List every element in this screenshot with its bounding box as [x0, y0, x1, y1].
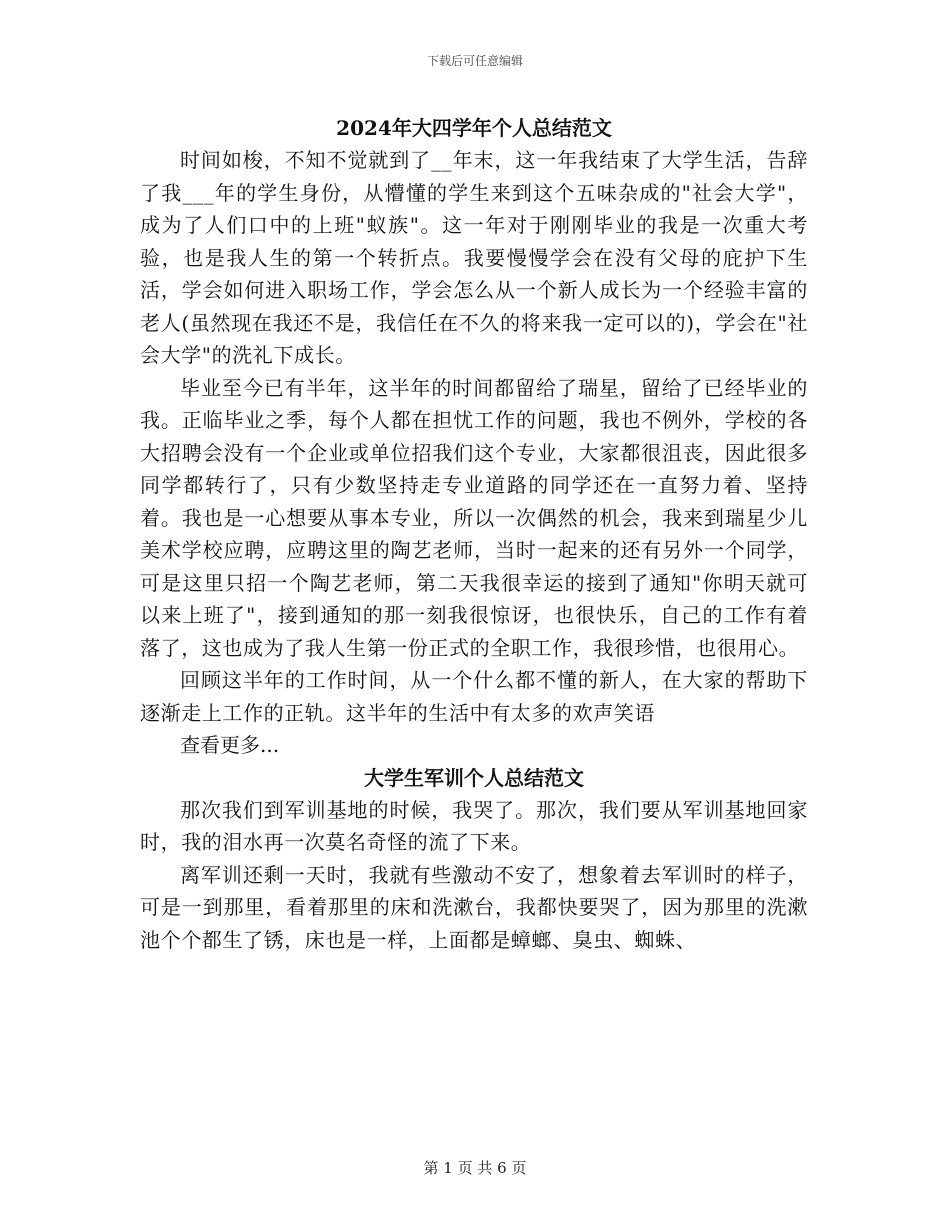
page-number-footer: 第 1 页 共 6 页 — [423, 1159, 527, 1177]
article-title-1: 2024年大四学年个人总结范文 — [336, 116, 612, 140]
view-more-link[interactable]: 查看更多... — [180, 733, 280, 757]
document-body — [140, 112, 808, 956]
page-header-note: 下载后可任意编辑 — [426, 54, 523, 68]
article-2-paragraph-1: 那次我们到军训基地的时候，我哭了。那次，我们要从军训基地回家时，我的泪水再一次莫名奇怪的流了下来。 — [140, 797, 808, 854]
article-title-2: 大学生军训个人总结范文 — [364, 765, 584, 790]
article-2-paragraph-2: 离军训还剩一天时，我就有些激动不安了，想象着去军训时的样子，可是一到那里，看着那里的床和洗漱台，我都快要哭了，因为那里的洗漱池个个都生了锈，床也是一样，上面都是蟑螂、臭虫、蜘蛛、 — [140, 862, 808, 952]
article-1-paragraph-2: 毕业至今已有半年，这半年的时间都留给了瑞星，留给了已经毕业的我。正临毕业之季，每个人都在担忧工作的问题，我也不例外，学校的各大招聘会没有一个企业或单位招我们这个专业，大家都很沮丧，因此很多同学都转行了，只有少数坚持走专业道路的同学还在一直努力着、坚持着。我也是一心想要从事本专业，所以一次偶然的机会，我来到瑞星少儿美术学校应聘，应聘这里的陶艺老师，当时一起来的还有另外一个同学，可是这里只招一个陶艺老师，第二天我很幸运的接到了通知"你明天就可以来上班了"，接到通知的那一刻我很惊讶，也很快乐，自己的工作有着落了，这也成为了我人生第一份正式的全职工作，我很珍惜，也很用心。 — [140, 375, 808, 660]
article-1-paragraph-3: 回顾这半年的工作时间，从一个什么都不懂的新人，在大家的帮助下逐渐走上工作的正轨。这半年的生活中有太多的欢声笑语 — [140, 668, 808, 725]
article-1-paragraph-1: 时间如梭，不知不觉就到了__年末，这一年我结束了大学生活，告辞了我___年的学生身份，从懵懂的学生来到这个五味杂成的"社会大学"，成为了人们口中的上班"蚁族"。这一年对于刚刚毕业的我是一次重大考验，也是我人生的第一个转折点。我要慢慢学会在没有父母的庇护下生活，学会如何进入职场工作，学会怎么从一个新人成长为一个经验丰富的老人(虽然现在我还不是，我信任在不久的将来我一定可以的)，学会在"社会大学"的洗礼下成长。 — [140, 148, 808, 367]
